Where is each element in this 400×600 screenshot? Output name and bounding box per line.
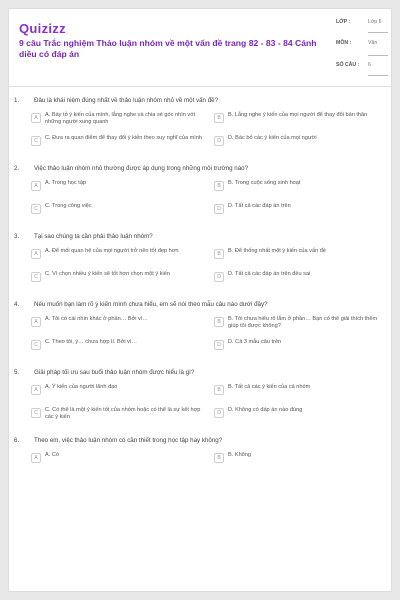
question-text: Tại sao chúng ta cần phải thảo luận nhóm? [34,233,153,240]
option-d[interactable] [214,135,389,153]
meta-row-class [336,19,388,34]
option-letter-box: C [31,204,41,214]
question-text: Giải pháp tối ưu sau buổi thảo luận nhóm được hiểu là gì? [34,369,195,376]
option-letter-box: C [31,340,41,350]
option-b[interactable] [214,384,389,402]
option-text: A. Bày tỏ ý kiến của mình, lắng nghe và chia sẻ góc nhìn với những người xung quanh [45,112,196,126]
option-c[interactable] [31,135,206,153]
option-text: A. Có [45,452,59,458]
option-text: C. Trong công việc [45,203,92,209]
header-divider [9,86,391,87]
option-b[interactable] [214,452,389,470]
option-d[interactable] [214,203,389,221]
worksheet-page [8,8,392,592]
option-letter-box: B [214,317,224,327]
option-text: C. Vì chọn nhiều ý kiến sẽ tốt hơn chọn một ý kiến [45,271,170,277]
meta-label: LỚP : [336,19,351,25]
question-5 [9,369,392,425]
option-d[interactable] [214,407,389,425]
option-b[interactable] [214,248,389,266]
option-letter-box: D [214,204,224,214]
option-c[interactable] [31,203,206,221]
question-number: 2. [14,165,20,172]
question-text: Đâu là khái niệm đúng nhất về thảo luận nhóm nhỏ về một vấn đề? [34,97,219,104]
question-list [9,97,392,482]
worksheet-header [9,9,391,87]
option-text: B. Tôi chưa hiểu rõ lắm ở phần… Bạn có thể giải thích thêm giúp tôi được không? [228,316,378,330]
question-number: 5. [14,369,20,376]
option-letter-box: A [31,453,41,463]
question-number: 4. [14,301,20,308]
quizizz-logo: Quizizz [19,21,66,36]
option-letter-box: A [31,113,41,123]
option-letter-box: B [214,453,224,463]
question-number: 1. [14,97,20,104]
option-text: A. Để mối quan hệ của mọi người trở nên tốt đẹp hơn [45,248,179,254]
option-text: B. Lắng nghe ý kiến của mọi người để thay đổi bản thân [228,112,368,118]
question-text: Việc thảo luận nhóm nhỏ thường được áp dụng trong những môi trường nào? [34,165,249,172]
option-a[interactable] [31,384,206,402]
option-letter-box: A [31,249,41,259]
meta-label: SỐ CÂU : [336,62,360,68]
option-a[interactable] [31,248,206,266]
option-letter-box: C [31,272,41,282]
meta-row-count [336,62,388,77]
option-a[interactable] [31,316,206,334]
question-text: Nếu muốn bạn làm rõ ý kiến mình chưa hiểu, em sẽ nói theo mẫu câu nào dưới đây? [34,301,268,308]
option-text: C. Đưa ra quan điểm để thay đổi ý kiến theo suy nghĩ của mình [45,135,203,141]
option-text: B. Không [228,452,252,458]
option-c[interactable] [31,339,206,357]
option-text: D. Tất cả các đáp án trên đều sai [228,271,311,277]
option-c[interactable] [31,271,206,289]
option-text: A. Tôi có cái nhìn khác ở phần… Bởi vì… [45,316,148,322]
option-c[interactable] [31,407,206,425]
option-letter-box: C [31,136,41,146]
question-3 [9,233,392,289]
question-6 [9,437,392,470]
question-2 [9,165,392,221]
option-text: D. Tất cả các đáp án trên [228,203,291,209]
worksheet-title: 9 câu Trắc nghiệm Thảo luận nhóm về một vấn đề trang 82 - 83 - 84 Cánh diều có đáp án [19,38,317,59]
option-text: B. Tất cả các ý kiến của cả nhóm [228,384,311,390]
question-text: Theo em, việc thảo luận nhóm có cần thiết trong học tập hay không? [34,437,223,444]
option-b[interactable] [214,112,389,130]
option-letter-box: A [31,317,41,327]
question-1 [9,97,392,153]
option-letter-box: B [214,181,224,191]
option-letter-box: A [31,385,41,395]
option-a[interactable] [31,112,206,130]
option-letter-box: D [214,408,224,418]
option-letter-box: D [214,136,224,146]
option-letter-box: B [214,385,224,395]
option-text: C. Theo tôi, ý… chưa hợp lí. Bởi vì… [45,339,138,345]
option-b[interactable] [214,180,389,198]
option-letter-box: A [31,181,41,191]
option-text: B. Để thống nhất một ý kiến của vấn đề [228,248,326,254]
option-b[interactable] [214,316,389,334]
option-a[interactable] [31,180,206,198]
meta-label: MÔN : [336,40,352,46]
meta-row-subject [336,40,388,62]
meta-value: Văn [368,40,388,56]
option-text: B. Trong cuộc sống sinh hoạt [228,180,301,186]
option-d[interactable] [214,339,389,357]
option-d[interactable] [214,271,389,289]
option-letter-box: C [31,408,41,418]
option-text: C. Có thể là một ý kiến tốt của nhóm hoặc có thể là sự kết hợp các ý kiến [45,407,201,421]
meta-value: Lớp 6 [368,19,388,33]
question-number: 6. [14,437,20,444]
option-letter-box: D [214,272,224,282]
option-letter-box: B [214,113,224,123]
option-letter-box: B [214,249,224,259]
option-text: A. Ý kiến của người lãnh đạo [45,384,118,390]
option-text: D. Không có đáp án nào đúng [228,407,303,413]
option-letter-box: D [214,340,224,350]
option-text: D. Bác bỏ các ý kiến của mọi người [228,135,317,141]
option-a[interactable] [31,452,206,470]
meta-value: 6 [368,62,388,76]
option-text: D. Cả 3 mẫu câu trên [228,339,282,345]
worksheet-meta [336,19,388,77]
question-number: 3. [14,233,20,240]
question-4 [9,301,392,357]
option-text: A. Trong học tập [45,180,87,186]
